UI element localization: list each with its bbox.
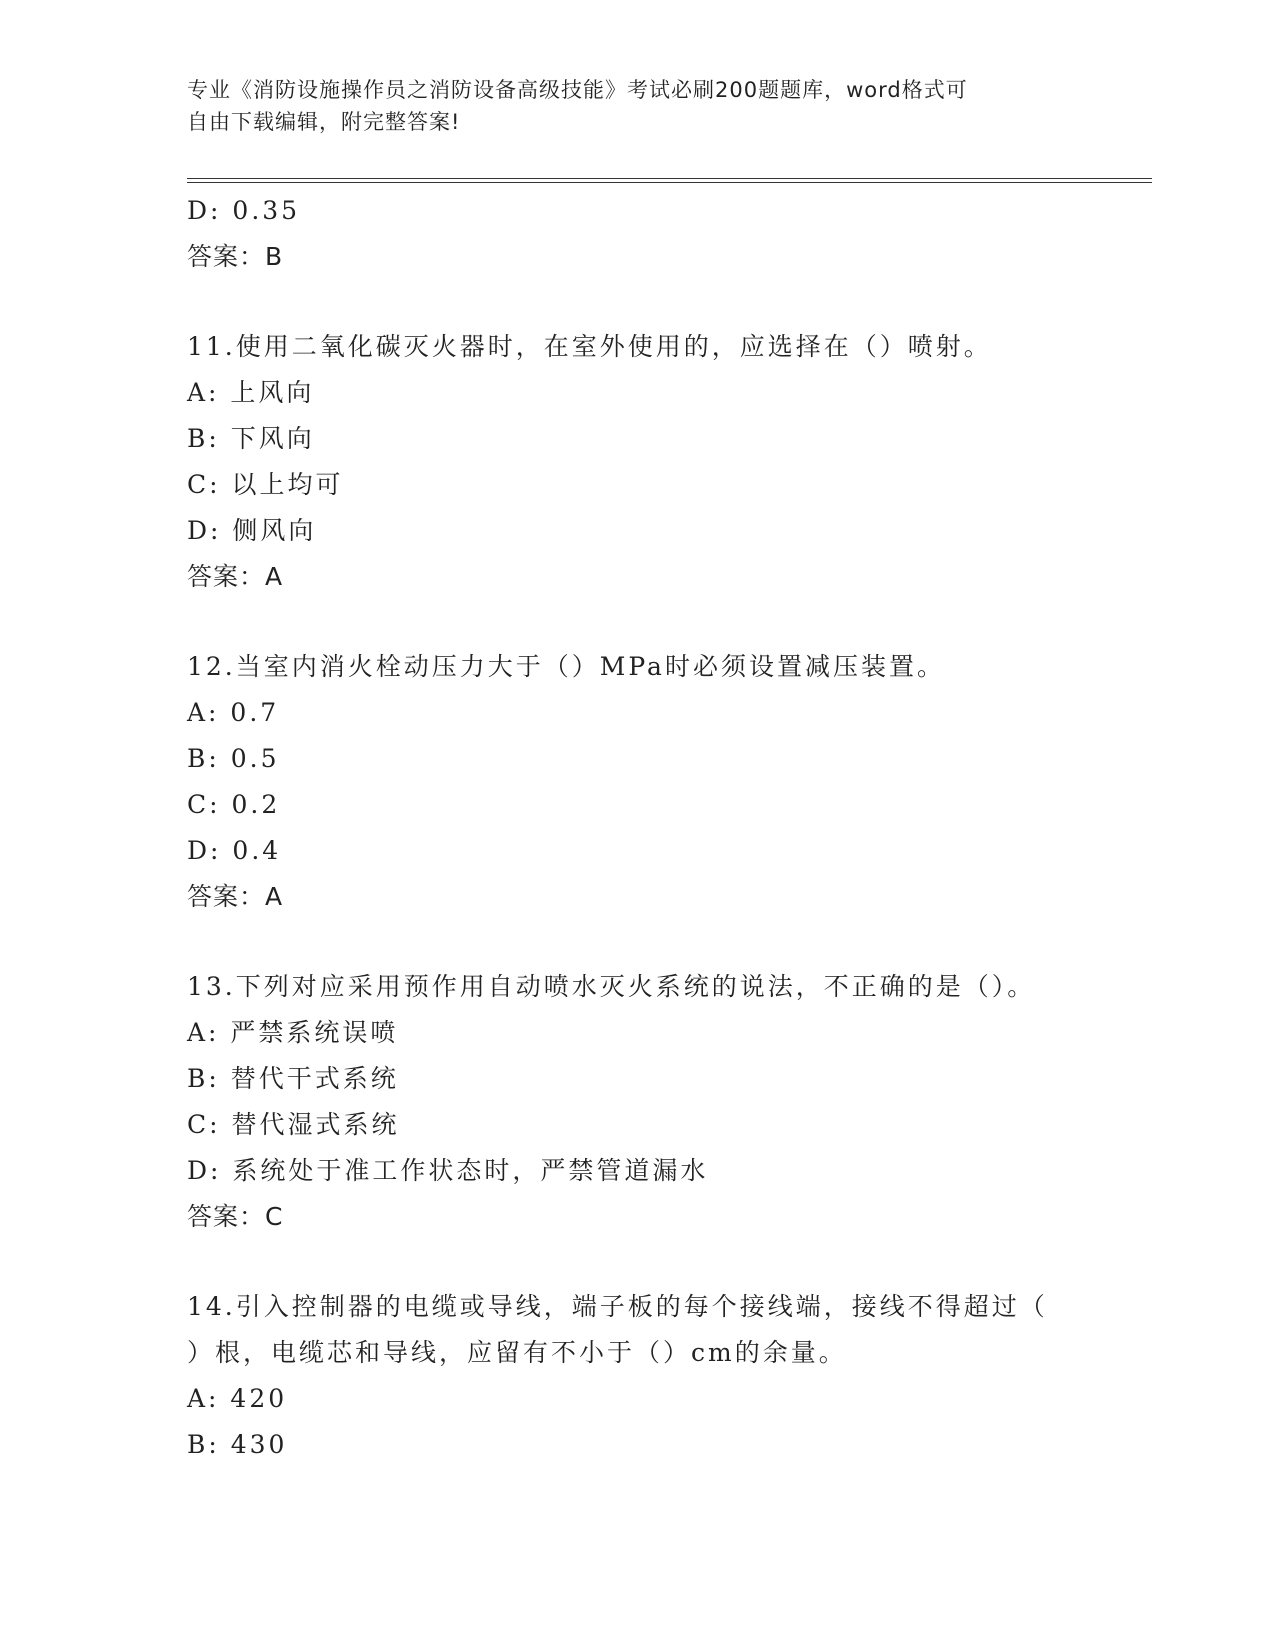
option-a: A: 上风向: [187, 378, 315, 407]
question-list: [187, 188, 1152, 1468]
question-13: [187, 964, 1152, 1240]
option-b: B: 430: [187, 1430, 288, 1459]
question-stem: 11.使用二氧化碳灭火器时，在室外使用的，应选择在（）喷射。: [187, 332, 992, 361]
document-header: [187, 74, 1087, 138]
question-stem: 12.当室内消火栓动压力大于（）MPa时必须设置减压装置。: [187, 652, 945, 681]
option-a: A: 0.7: [187, 698, 280, 727]
option-c: C: 替代湿式系统: [187, 1110, 400, 1139]
question-11: [187, 324, 1152, 600]
option-a: A: 严禁系统误喷: [187, 1018, 399, 1047]
question-stem-line-2: ）根，电缆芯和导线，应留有不小于（）cm的余量。: [187, 1338, 847, 1367]
option-c: C: 0.2: [187, 790, 281, 819]
option-d: D: 0.4: [187, 836, 282, 865]
option-d: D: 侧风向: [187, 516, 317, 545]
previous-question-tail: [187, 188, 1152, 280]
option-b: B: 0.5: [187, 744, 280, 773]
question-stem: 13.下列对应采用预作用自动喷水灭火系统的说法，不正确的是（）。: [187, 972, 1036, 1001]
question-12: [187, 644, 1152, 920]
answer-line: 答案：A: [187, 562, 284, 591]
header-divider-bottom: [187, 182, 1152, 183]
question-14: [187, 1284, 1152, 1468]
option-c: C: 以上均可: [187, 470, 344, 499]
option-b: B: 替代干式系统: [187, 1064, 399, 1093]
header-line-2: 自由下载编辑，附完整答案!: [187, 110, 461, 134]
answer-line: 答案：A: [187, 882, 284, 911]
header-line-1: 专业《消防设施操作员之消防设备高级技能》考试必刷200题题库，word格式可: [187, 78, 968, 102]
answer-line: 答案：C: [187, 1202, 284, 1231]
question-stem-line-1: 14.引入控制器的电缆或导线，端子板的每个接线端，接线不得超过（: [187, 1292, 1048, 1321]
option-b: B: 下风向: [187, 424, 315, 453]
header-divider-top: [187, 178, 1152, 179]
option-d: D: 0.35: [187, 196, 301, 225]
option-a: A: 420: [187, 1384, 288, 1413]
answer-line: 答案：B: [187, 242, 284, 271]
option-d: D: 系统处于准工作状态时，严禁管道漏水: [187, 1156, 709, 1185]
